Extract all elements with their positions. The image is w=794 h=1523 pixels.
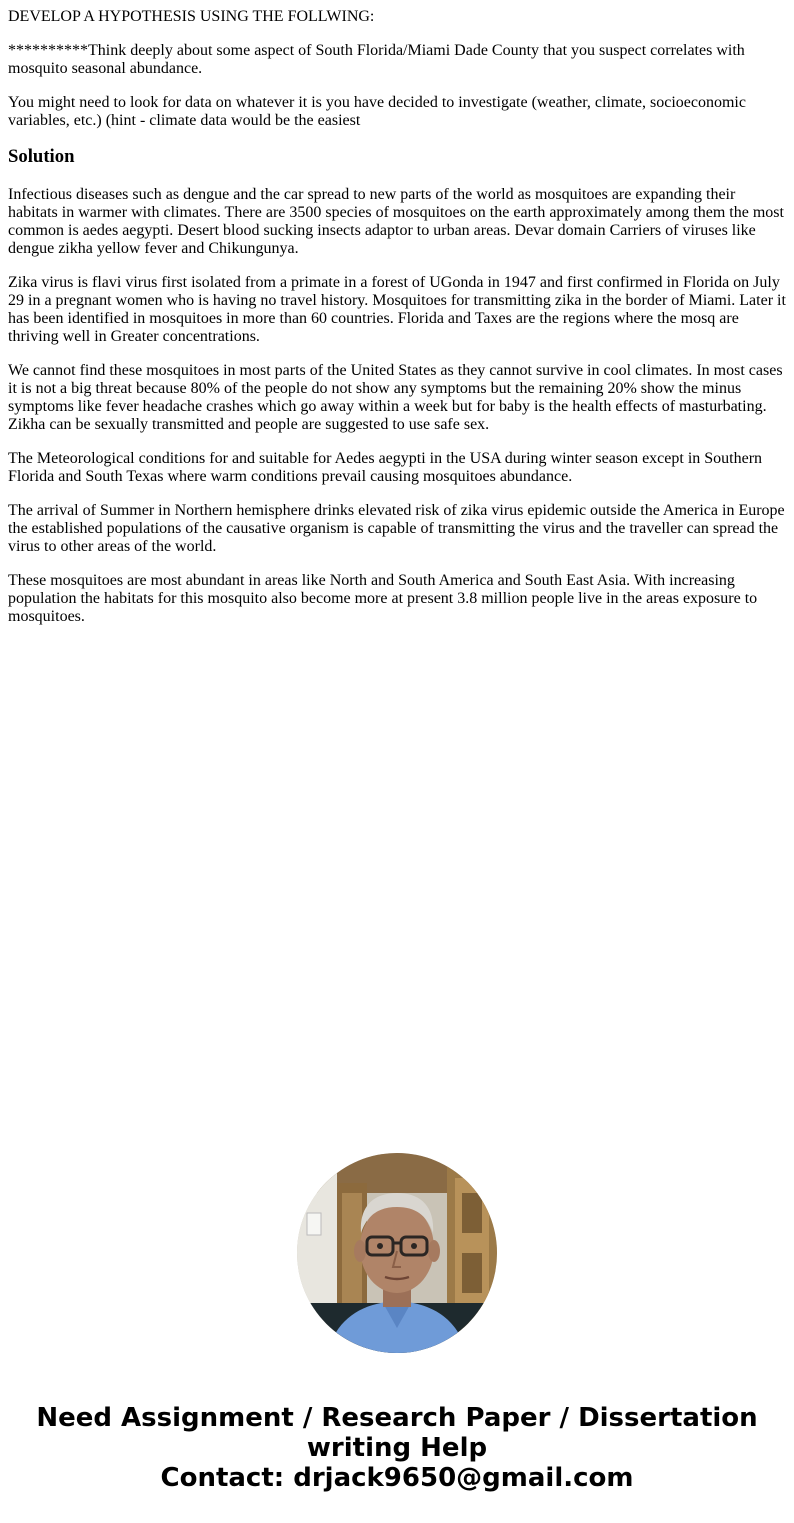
- solution-paragraph: These mosquitoes are most abundant in areas like North and South America and South East Asia. With increasing population the habitats for this mosquito also become more at present 3.8 million people live in the areas exposure to mosquitoes.: [8, 572, 758, 625]
- solution-paragraph: The Meteorological conditions for and suitable for Aedes aegypti in the USA during winter season except in Southern Florida and South Texas where warm conditions prevail causing mosquitoes abundance.: [8, 450, 763, 485]
- promo-contact: Contact: drjack9650@gmail.com: [160, 1463, 634, 1493]
- promo-line-1: Need Assignment / Research Paper / Dissertation: [36, 1403, 758, 1433]
- author-portrait-image: [297, 1153, 497, 1353]
- document-body: [8, 8, 788, 642]
- question-hint: You might need to look for data on whatever it is you have decided to investigate (weather, climate, socioeconomic variables, etc.) (hint - climate data would be the easiest: [8, 94, 746, 129]
- solution-paragraph: Zika virus is flavi virus first isolated from a primate in a forest of UGonda in 1947 and first confirmed in Florida on July 29 in a pregnant women who is having no travel history. Mosquitoes for transmitting zika in the border of Miami. Later it has been identified in mosquitoes in more than 60 countries. Florida and Taxes are the regions where the mosq are thriving well in Greater concentrations.: [8, 274, 786, 345]
- author-avatar: [297, 1153, 497, 1353]
- promo-line-2: writing Help: [306, 1433, 488, 1463]
- question-title: DEVELOP A HYPOTHESIS USING THE FOLLWING:: [8, 8, 375, 25]
- solution-paragraph: The arrival of Summer in Northern hemisphere drinks elevated risk of zika virus epidemic outside the America in Europe the established populations of the causative organism is capable of transmitting the virus and the traveller can spread the virus to other areas of the world.: [8, 502, 785, 555]
- solution-paragraph: Infectious diseases such as dengue and the car spread to new parts of the world as mosquitoes are expanding their habitats in warmer with climates. There are 3500 species of mosquitoes on the earth approximately among them the most common is aedes aegypti. Desert blood sucking insects adaptor to urban areas. Devar domain Carriers of viruses like dengue zikha yellow fever and Chikungunya.: [8, 186, 784, 257]
- solution-heading: Solution: [8, 146, 75, 167]
- solution-paragraph: We cannot find these mosquitoes in most parts of the United States as they cannot survive in cool climates. In most cases it is not a big threat because 80% of the people do not show any symptoms but the remaining 20% show the minus symptoms like fever headache crashes which go away within a week but for baby is the health effects of masturbating. Zikha can be sexually transmitted and people are suggested to use safe sex.: [8, 362, 783, 433]
- question-prompt: **********Think deeply about some aspect of South Florida/Miami Dade County that you suspect correlates with mosquito seasonal abundance.: [8, 42, 745, 77]
- promo-banner: [0, 1403, 794, 1493]
